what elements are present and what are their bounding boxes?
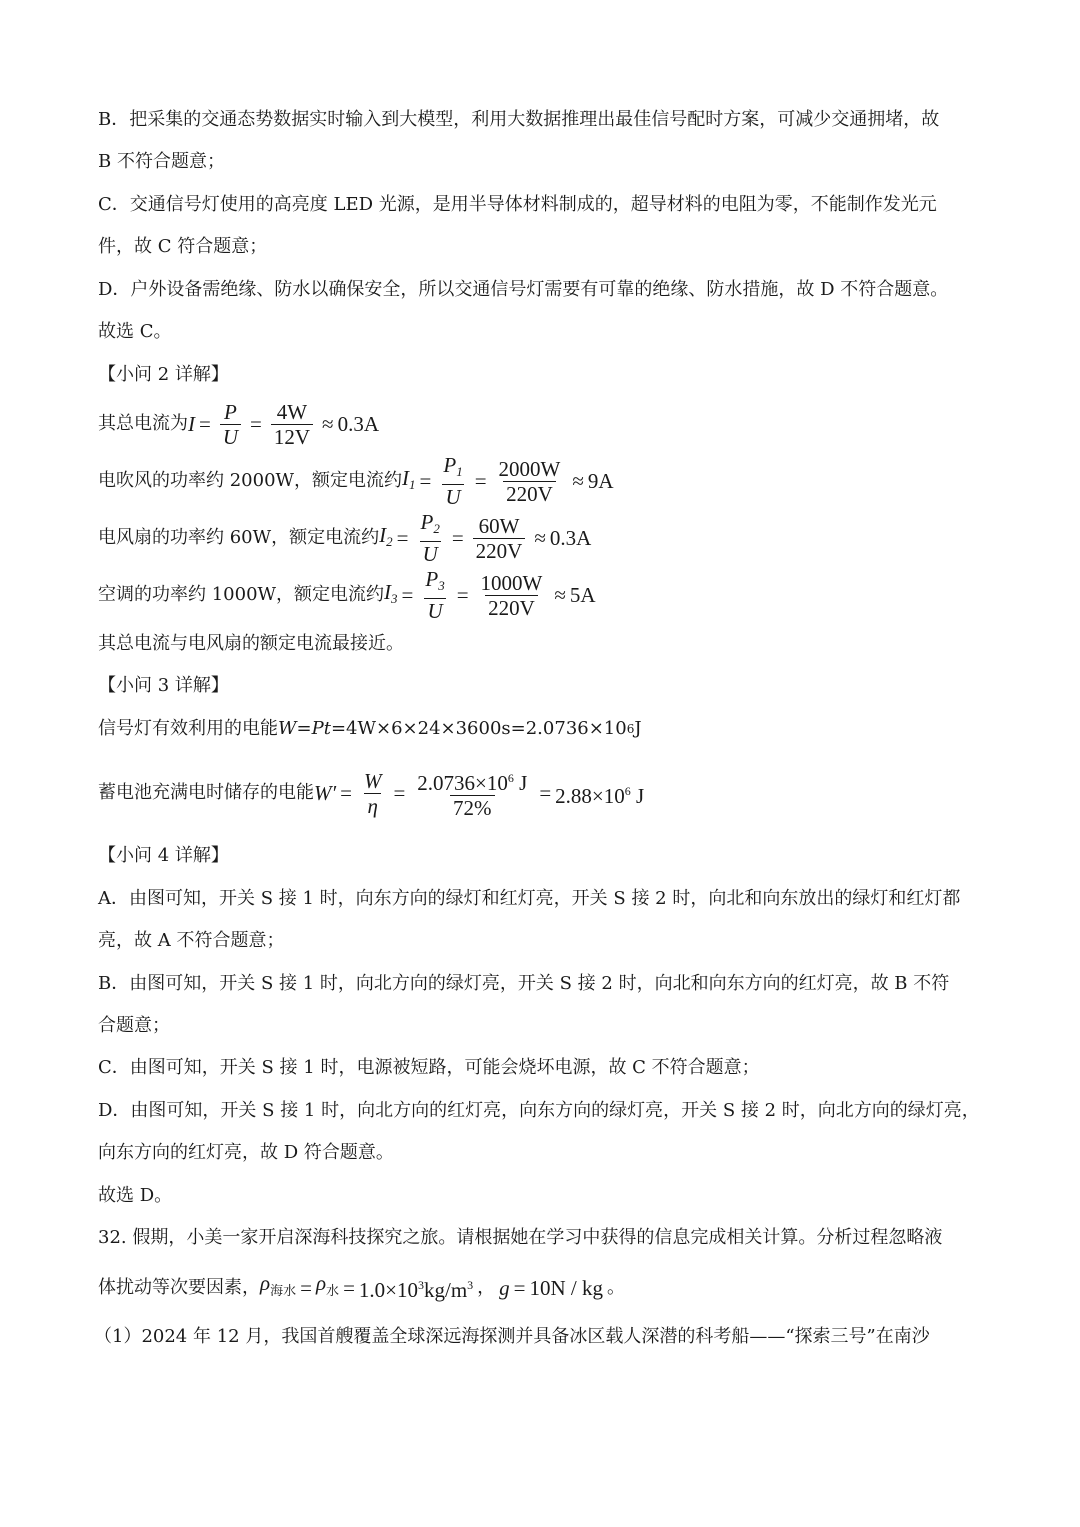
fraction-4w-over-12v (271, 400, 313, 449)
q2-conclusion: 其总电流与电风扇的额定电流最接近。 (98, 633, 404, 654)
exponent: 6 (626, 722, 635, 736)
q32-line2 (98, 1268, 984, 1307)
eq-sign: = (250, 412, 262, 436)
fraction-denominator: 220V (503, 481, 556, 506)
fraction-numerator: W (363, 768, 382, 793)
fraction-denominator: η (364, 793, 380, 818)
current-symbol: $I_2$ (379, 522, 393, 549)
q2-total-current (98, 398, 984, 450)
line-end: 。 (607, 1276, 626, 1298)
eq-sign: = (456, 583, 469, 607)
fraction-p1-over-u (440, 453, 465, 509)
approx-sign: ≈ (322, 412, 334, 436)
fraction-numerator: 1000W (480, 570, 543, 595)
energy-symbol: W (278, 718, 297, 739)
battery-energy-symbol: W′ (314, 781, 337, 805)
eq-sign: = (340, 781, 352, 805)
hair-dryer-result: 9A (587, 469, 614, 493)
useful-energy-prefix: 信号灯有效利用的电能 (98, 718, 278, 739)
fraction-p2-over-u (417, 510, 442, 566)
q1-option-b-line1: B．把采集的交通态势数据实时输入到大模型，利用大数据推理出最佳信号配时方案，可减少交通拥堵，故 (98, 109, 940, 130)
eq-sign: = (419, 469, 432, 493)
q1-option-c-line1: C．交通信号灯使用的高亮度 LED 光源，是用半导体材料制成的，超导材料的电阻为零，不能制作发光元 (98, 194, 937, 215)
fraction-denominator: 220V (485, 595, 538, 620)
eq-sign: = (474, 469, 487, 493)
density-water-symbol: $\rho_水$ (315, 1271, 340, 1299)
fraction-denominator: U (424, 598, 445, 623)
eq-sign: = (401, 583, 414, 607)
fraction-denominator: U (220, 424, 241, 449)
gravity-symbol: g (499, 1275, 510, 1300)
density-value: $1.0\times 10^3kg/m^3$ (358, 1278, 474, 1302)
q32-line1: 32. 假期，小美一家开启深海科技探究之旅。请根据她在学习中获得的信息完成相关计算。分析过程忽略液 (98, 1227, 943, 1248)
q32-line2-prefix: 体扰动等次要因素， (98, 1276, 260, 1298)
fraction-60w-over-220v (473, 514, 526, 563)
air-conditioner-result: 5A (569, 583, 596, 607)
fraction-denominator: U (442, 484, 463, 509)
q4-option-a-line2: 亮，故 A 不符合题意； (98, 930, 285, 951)
q2-electric-fan (98, 512, 984, 564)
q4-option-a-line1: A．由图可知，开关 S 接 1 时，向东方向的绿灯和红灯亮，开关 S 接 2 时，向北和向东放出的绿灯和红灯都 (98, 888, 961, 909)
eq-sign: = (539, 781, 552, 805)
gravity-value: 10N / kg (529, 1275, 604, 1300)
useful-energy-calc: =4W×6×24×3600s=2.0736×10 (330, 718, 627, 739)
q1-option-c-line2: 件，故 C 符合题意； (98, 236, 268, 257)
eq-sign: = (199, 412, 211, 436)
approx-sign: ≈ (554, 583, 566, 607)
q4-answer: 故选 D。 (98, 1185, 173, 1206)
fraction-numerator: $P_1$ (443, 453, 463, 479)
air-conditioner-prefix: 空调的功率约 1000W，额定电流约 (98, 584, 385, 605)
fraction-numerator: $P_2$ (420, 510, 440, 536)
battery-energy-result: $2.88\times 10^6$ J (555, 783, 645, 808)
approx-sign: ≈ (534, 526, 546, 550)
fraction-2000w-over-220v (496, 457, 564, 506)
eq-sign: = (343, 1275, 355, 1300)
eq-sign: = (393, 781, 406, 805)
eq-sign: = (513, 1275, 526, 1300)
energy-unit: J (634, 718, 642, 739)
fraction-numerator: 2000W (498, 456, 561, 481)
fraction-1000w-over-220v (478, 571, 546, 620)
q1-option-d-line1: D．户外设备需绝缘、防水以确保安全，所以交通信号灯需要有可靠的绝缘、防水措施，故 D 不符合题意。 (98, 279, 949, 300)
q3-battery-energy (98, 763, 984, 823)
fraction-denominator: 220V (473, 538, 526, 563)
q3-heading: 【小问 3 详解】 (98, 675, 229, 696)
eq-sign: = (296, 718, 312, 739)
q4-option-d-line1: D．由图可知，开关 S 接 1 时，向北方向的红灯亮，向东方向的绿灯亮，开关 S 接 2 时，向北方向的绿灯亮， (98, 1100, 980, 1121)
q4-option-b-line2: 合题意； (98, 1015, 170, 1036)
separator: ， (477, 1276, 496, 1298)
fraction-numerator: 4W (276, 399, 308, 424)
total-current-result: 0.3A (337, 412, 379, 436)
total-current-symbol: I (188, 412, 195, 436)
approx-sign: ≈ (572, 469, 584, 493)
eq-sign: = (396, 526, 409, 550)
fraction-denominator: U (420, 541, 441, 566)
hair-dryer-prefix: 电吹风的功率约 2000W，额定电流约 (98, 470, 403, 491)
fraction-numerator: 60W (478, 513, 520, 538)
eq-sign: = (451, 526, 464, 550)
q4-option-d-line2: 向东方向的红灯亮，故 D 符合题意。 (98, 1142, 394, 1163)
fraction-numerator: P (224, 399, 237, 424)
q1-answer: 故选 C。 (98, 321, 172, 342)
density-seawater-symbol: $\rho_{海水}$ (260, 1271, 297, 1299)
fraction-p3-over-u (422, 567, 447, 623)
q1-option-b-line2: B 不符合题意； (98, 151, 225, 172)
fraction-numerator: $2.0736\times 10^6$ J (417, 771, 528, 795)
q2-heading: 【小问 2 详解】 (98, 364, 229, 385)
q3-useful-energy (98, 716, 984, 742)
fraction-denominator: 72% (450, 795, 495, 820)
q4-option-c-line1: C．由图可知，开关 S 接 1 时，电源被短路，可能会烧坏电源，故 C 不符合题意； (98, 1057, 760, 1078)
q32-part1: （1）2024 年 12 月，我国首艘覆盖全球深远海探测并具备冰区载人深潜的科考船——“探索三号”在南沙 (94, 1326, 930, 1347)
battery-energy-prefix: 蓄电池充满电时储存的电能 (98, 782, 314, 803)
q2-total-prefix: 其总电流为 (98, 413, 188, 434)
current-symbol: $I_3$ (384, 579, 398, 606)
fraction-numerator: $P_3$ (425, 567, 445, 593)
eq-sign: = (300, 1275, 312, 1300)
fraction-p-over-u (220, 400, 241, 449)
electric-fan-prefix: 电风扇的功率约 60W，额定电流约 (98, 527, 380, 548)
current-symbol: $I_1$ (402, 465, 416, 492)
power-time-symbol: Pt (311, 718, 331, 739)
fraction-energy-over-efficiency (414, 766, 530, 820)
q2-hair-dryer (98, 455, 984, 507)
fraction-denominator: 12V (271, 424, 313, 449)
electric-fan-result: 0.3A (549, 526, 592, 550)
q4-heading: 【小问 4 详解】 (98, 845, 229, 866)
fraction-w-over-eta (361, 769, 385, 818)
q2-air-conditioner (98, 569, 984, 621)
q4-option-b-line1: B．由图可知，开关 S 接 1 时，向北方向的绿灯亮，开关 S 接 2 时，向北和向东方向的红灯亮，故 B 不符 (98, 973, 950, 994)
